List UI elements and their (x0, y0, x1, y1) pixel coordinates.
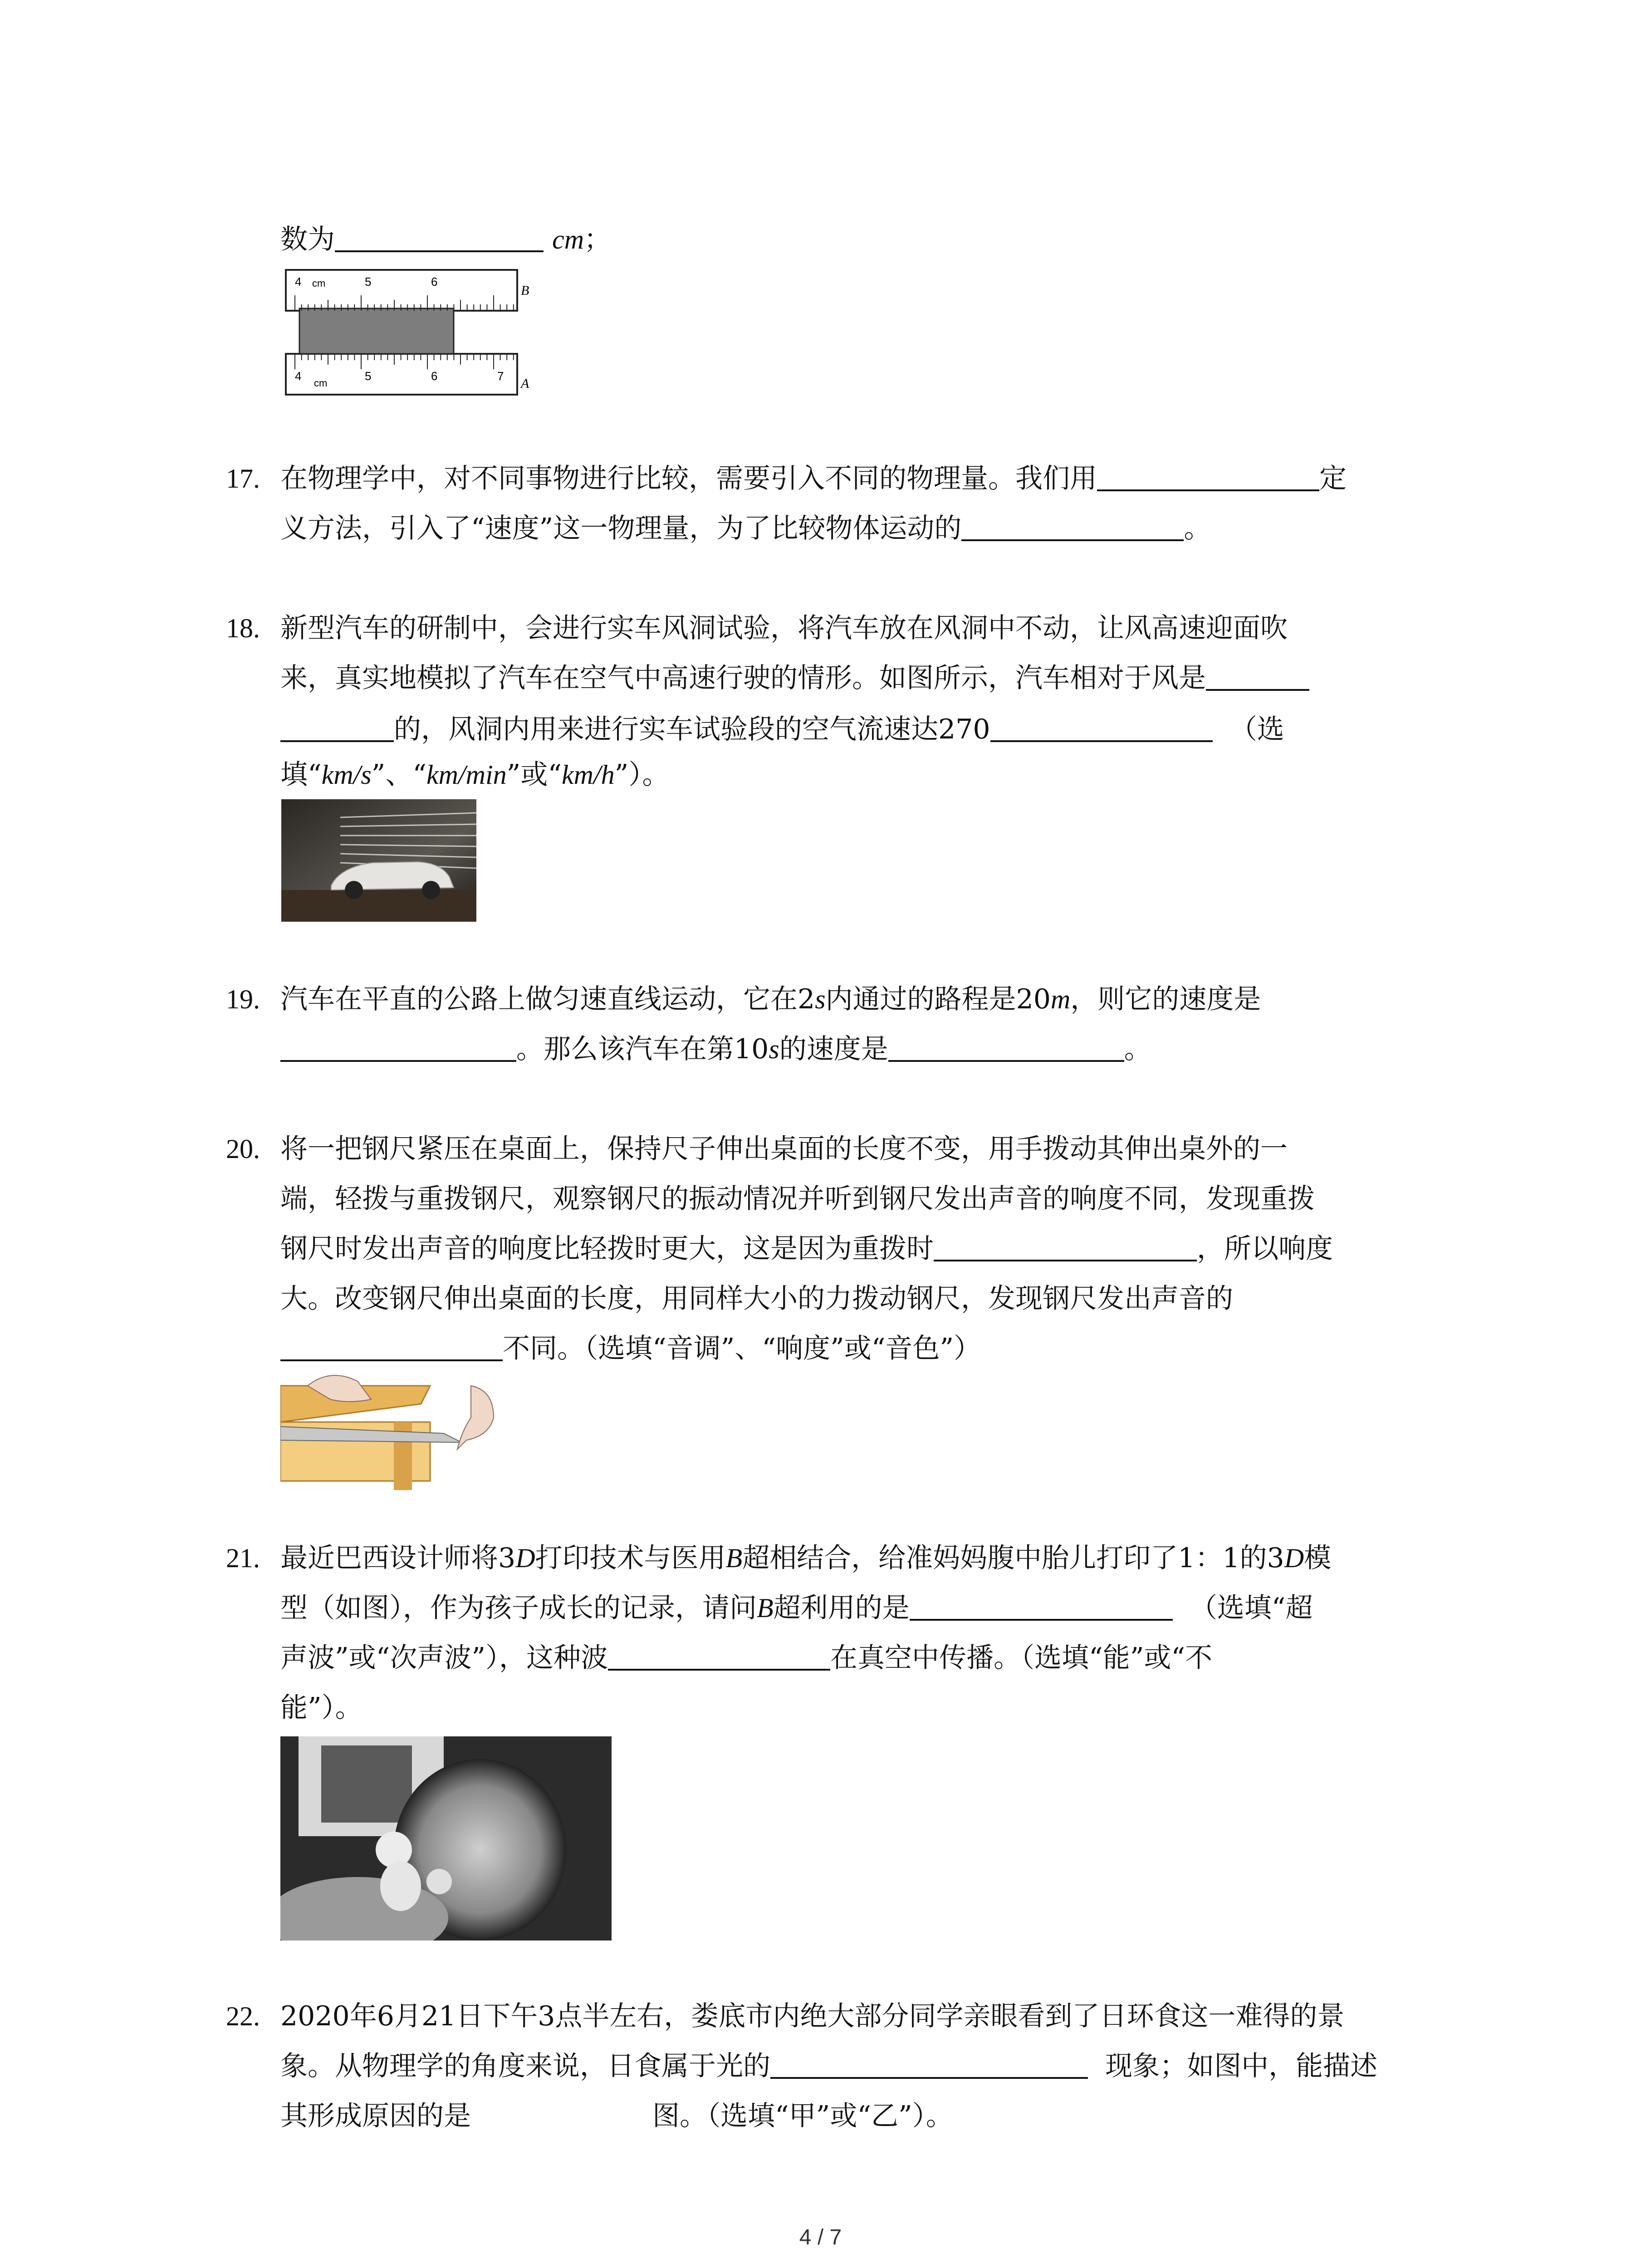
q17-line-2: 义方法，引入了“速度”这一物理量，为了比较物体运动的 。 (280, 513, 1211, 544)
q20-line-2: 端，轻拨与重拨钢尺，观察钢尺的振动情况并听到钢尺发出声音的响度不同，发现重拨 (280, 1183, 1315, 1215)
q20-line-5: 不同。（选填“音调”、“响度”或“音色”） (280, 1330, 981, 1367)
ruler-a-label: A (521, 376, 529, 391)
q21-blank-1[interactable] (910, 1592, 1173, 1621)
page-number: 4 / 7 (799, 2225, 842, 2249)
q18-blank-1b[interactable] (280, 713, 394, 742)
q19-blank-2[interactable] (888, 1033, 1124, 1062)
q20-number: 20. (226, 1134, 260, 1164)
ruler-b (286, 270, 517, 311)
ruler-b-label: B (521, 283, 529, 298)
q20-line-3: 钢尺时发出声音的响度比轻拨时更大，这是因为重拨时 ，所以响度 (280, 1233, 1333, 1265)
q18-line-4: 填“km/s”、“km/min”或“km/h”）。 (280, 759, 670, 791)
q20-blank-1[interactable] (934, 1232, 1197, 1261)
ruler-b-tick-6: 6 (431, 275, 438, 288)
q18-line-1: 新型汽车的研制中，会进行实车风洞试验，将汽车放在风洞中不动，让风高速迎面吹 (280, 612, 1288, 644)
q19-number: 19. (226, 984, 260, 1014)
ruler-b-cm-label: cm (312, 278, 326, 289)
q22-line-1: 2020年6月21日下午3点半左右，娄底市内绝大部分同学亲眼看到了日环食这一难得的景 (280, 2000, 1345, 2032)
q18-line-2: 来，真实地模拟了汽车在空气中高速行驶的情形。如图所示，汽车相对于风是 (280, 660, 1309, 696)
q22-line-2: 象。从物理学的角度来说，日食属于光的 现象；如图中，能描述 (280, 2050, 1378, 2082)
q17-blank-2[interactable] (961, 512, 1184, 541)
measured-object (299, 308, 454, 354)
q21-line-3: 声波”或“次声波”），这种波 在真空中传播。（选填“能”或“不 (280, 1642, 1213, 1674)
q17-number: 17. (226, 464, 260, 494)
ruler-a-tick-7: 7 (497, 369, 504, 383)
q18-number: 18. (226, 613, 260, 643)
3d-printed-fetus-photo (280, 1736, 612, 1941)
q18-blank-1a[interactable] (1206, 662, 1309, 691)
q20-line-1: 将一把钢尺紧压在桌面上，保持尺子伸出桌面的长度不变，用手拨动其伸出桌外的一 (280, 1133, 1288, 1165)
q19-blank-1[interactable] (280, 1033, 516, 1062)
q21-blank-2[interactable] (608, 1642, 830, 1671)
ruler-b-tick-4: 4 (295, 275, 302, 288)
q22-line-3: 其形成原因的是 图。（选填“甲”或“乙”）。 (280, 2100, 953, 2132)
q22-blank-1[interactable] (770, 2050, 1088, 2079)
q18-blank-2[interactable] (990, 713, 1213, 742)
q19-line-2: 。那么该汽车在第10s的速度是 。 (280, 1031, 1151, 1067)
q21-line-1: 最近巴西设计师将3D打印技术与医用B超相结合，给准妈妈腹中胎儿打印了1：1的3D模 (280, 1542, 1332, 1574)
ruler-a-tick-4: 4 (295, 369, 302, 383)
q17-blank-1[interactable] (1097, 462, 1319, 491)
ruler-b-tick-5: 5 (365, 275, 372, 288)
ruler-a-tick-6: 6 (431, 369, 438, 383)
q18-line-3: 的，风洞内用来进行实车试验段的空气流速达270 （选 (280, 711, 1284, 748)
steel-ruler-experiment-image (280, 1368, 503, 1490)
q21-line-4: 能”）。 (280, 1692, 362, 1724)
q20-blank-2[interactable] (280, 1332, 503, 1361)
q17-line-1: 在物理学中，对不同事物进行比较，需要引入不同的物理量。我们用 定 (280, 463, 1347, 494)
q16-answer-blank[interactable] (335, 223, 544, 252)
q19-line-1: 汽车在平直的公路上做匀速直线运动，它在2s内通过的路程是20m，则它的速度是 (280, 983, 1261, 1015)
ruler-figure (281, 268, 540, 399)
q16-line: 数为 cm； (280, 224, 612, 255)
ruler-a-cm-label: cm (314, 377, 328, 389)
q21-number: 21. (226, 1543, 260, 1573)
q21-line-2: 型（如图），作为孩子成长的记录，请问B超利用的是 （选填“超 (280, 1592, 1313, 1624)
q20-line-4: 大。改变钢尺伸出桌面的长度，用同样大小的力拨动钢尺，发现钢尺发出声音的 (280, 1283, 1233, 1315)
q22-number: 22. (226, 2001, 260, 2031)
ruler-a-tick-5: 5 (365, 369, 372, 383)
wind-tunnel-car-photo (281, 799, 476, 922)
